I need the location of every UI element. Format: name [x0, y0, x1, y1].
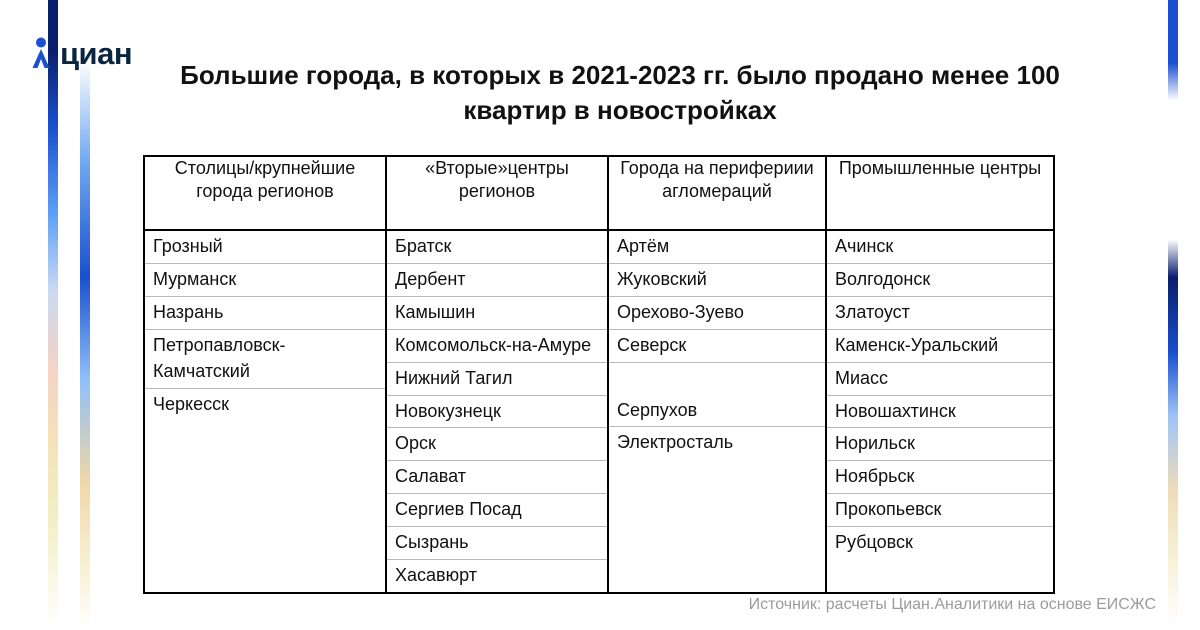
list-item: Салават: [387, 461, 607, 494]
cities-table-container: [143, 155, 1053, 594]
decorative-gradient-bar-right: [1168, 0, 1178, 630]
brand-logo: [28, 36, 132, 70]
list-item: Новокузнецк: [387, 396, 607, 429]
list-item: Серпухов: [609, 395, 825, 428]
list-item: Камышин: [387, 297, 607, 330]
list-item: Дербент: [387, 264, 607, 297]
table-header: [144, 156, 1054, 230]
table-row: [144, 230, 1054, 593]
city-list-periphery: [609, 231, 825, 459]
list-item: Сергиев Посад: [387, 494, 607, 527]
list-item: Хасавюрт: [395, 565, 477, 586]
list-item: Ноябрьск: [827, 461, 1053, 494]
city-list-industrial: [827, 231, 1053, 559]
list-item: Миасс: [827, 363, 1053, 396]
list-item: Артём: [609, 231, 825, 264]
list-item: Сызрань: [387, 527, 607, 560]
list-item: Новошахтинск: [827, 396, 1053, 429]
table-cell-second-centers: [386, 230, 608, 593]
list-item: Нижний Тагил: [387, 363, 607, 396]
list-item: Северск: [609, 330, 825, 363]
list-item: Черкесск: [153, 393, 229, 414]
list-item: Братск: [387, 231, 607, 264]
table-cell-industrial: [826, 230, 1054, 593]
table-header-cell-industrial: Промышленные центры: [826, 156, 1054, 230]
table-body: [144, 230, 1054, 593]
list-item-spacer: [609, 363, 825, 395]
list-item: Грозный: [145, 231, 385, 264]
list-item: Назрань: [145, 297, 385, 330]
table-header-cell-second-centers: «Вторые»центры регионов: [386, 156, 608, 230]
list-item: Волгодонск: [827, 264, 1053, 297]
list-item: Мурманск: [145, 264, 385, 297]
list-item: Жуковский: [609, 264, 825, 297]
cian-pin-icon: [28, 36, 54, 70]
list-item: Электросталь: [617, 432, 734, 453]
list-item: Норильск: [827, 428, 1053, 461]
city-list-capitals: [145, 231, 385, 420]
table-header-cell-capitals: Столицы/крупнейшие города регионов: [144, 156, 386, 230]
list-item: Петропавловск-Камчатский: [145, 330, 385, 389]
page-title: Большие города, в которых в 2021-2023 гг. было продано менее 100 квартир в новостройках: [180, 60, 1060, 125]
list-item: Прокопьевск: [827, 494, 1053, 527]
source-note: Источник: расчеты Циан.Аналитики на основе ЕИСЖС: [748, 596, 1156, 613]
city-list-second-centers: [387, 231, 607, 592]
list-item: Орехово-Зуево: [609, 297, 825, 330]
list-item: Ачинск: [827, 231, 1053, 264]
brand-name: циан: [60, 35, 133, 71]
list-item: Комсомольск-на-Амуре: [387, 330, 607, 363]
cities-table: [143, 155, 1055, 594]
table-cell-capitals: [144, 230, 386, 593]
table-cell-periphery: [608, 230, 826, 593]
table-header-row: [144, 156, 1054, 230]
list-item: Златоуст: [827, 297, 1053, 330]
list-item: Каменск-Уральский: [827, 330, 1053, 363]
list-item: Орск: [387, 428, 607, 461]
table-header-cell-periphery: Города на перифериии агломераций: [608, 156, 826, 230]
decorative-gradient-bar-left-secondary: [80, 60, 90, 630]
list-item: Рубцовск: [835, 532, 913, 553]
decorative-gradient-bar-left: [48, 0, 58, 630]
